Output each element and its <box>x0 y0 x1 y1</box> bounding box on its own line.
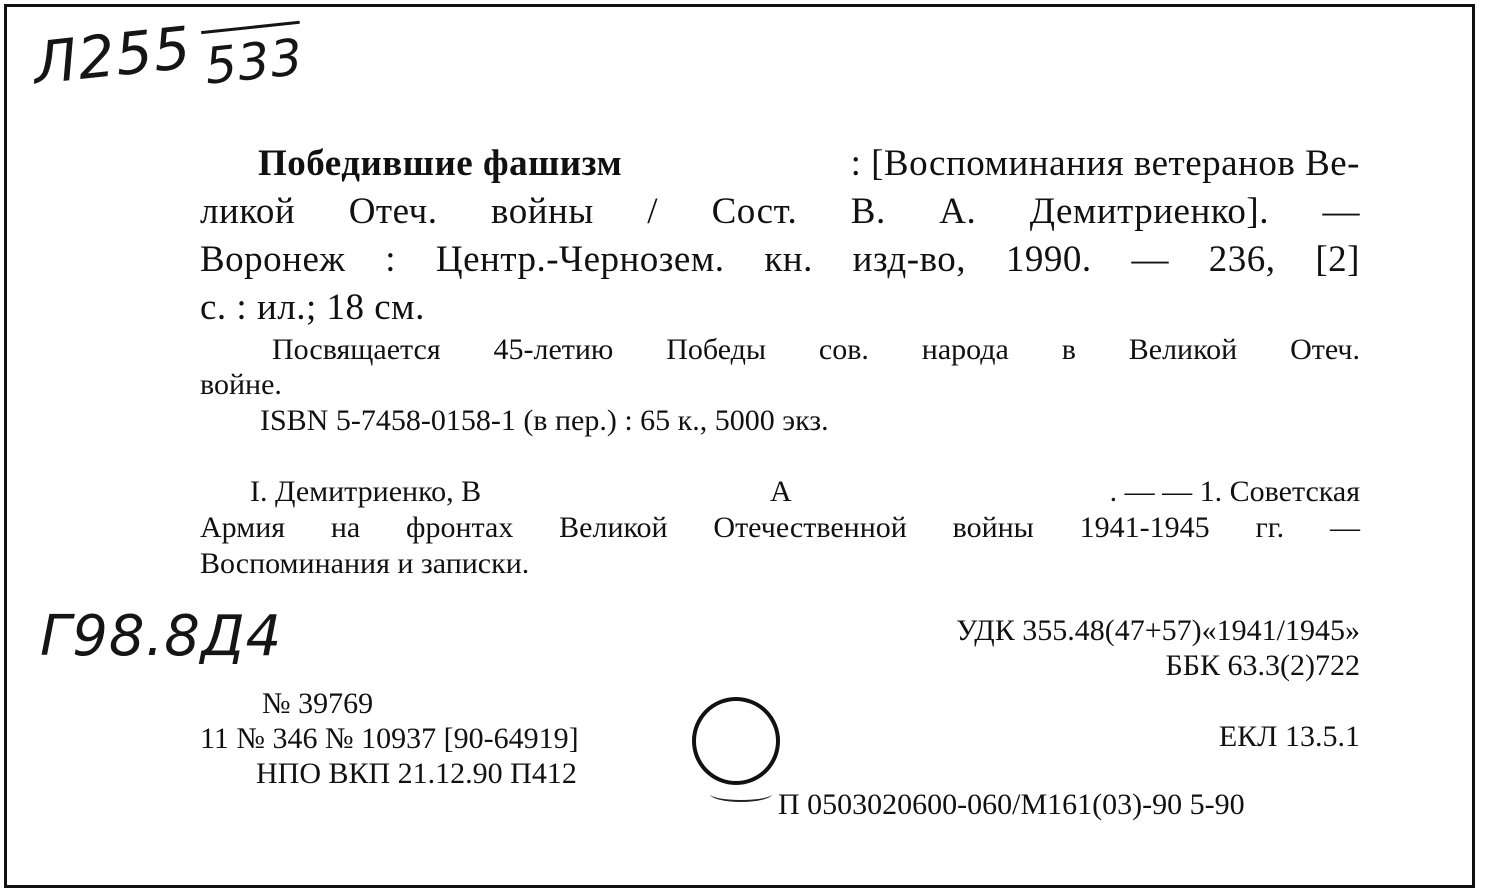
ekl-code: ЕКЛ 13.5.1 <box>1218 720 1360 753</box>
p-code: П 0503020600-060/М161(03)-90 5-90 <box>778 788 1245 821</box>
entry-line-3: Воронеж : Центр.-Чернозем. кн. изд-во, 1990. — 236, [2] <box>200 239 1360 280</box>
tracing-subject-start: . — — 1. Советская <box>1109 475 1360 508</box>
shelfmark-code: Л255 <box>30 13 195 98</box>
print-press-line: НПО ВКП 21.12.90 П412 <box>256 757 577 790</box>
tracing-author: I. Демитриенко, В <box>250 475 482 508</box>
entry-title-rest: : [Воспоминания ветеранов Ве- <box>850 143 1360 184</box>
print-number: № 39769 <box>262 687 374 720</box>
print-order-line: 11 № 346 № 10937 [90-64919] <box>200 722 579 755</box>
tracing-author-initial: А <box>770 475 792 508</box>
circle-stamp-icon <box>692 697 780 785</box>
entry-title: Победившие фашизм <box>258 143 623 184</box>
tracing-line-3: Воспоминания и записки. <box>200 547 530 580</box>
bbk-code: ББК 63.3(2)722 <box>1165 649 1360 682</box>
handwritten-classmark: Г98.8Д4 <box>40 604 283 669</box>
isbn-line: ISBN 5-7458-0158-1 (в пер.) : 65 к., 5000 экз. <box>260 404 829 437</box>
entry-line-2: ликой Отеч. войны / Сост. В. А. Демитриенко]. — <box>200 191 1360 232</box>
entry-line-4: с. : ил.; 18 см. <box>200 287 425 328</box>
note-line-1: Посвящается 45-летию Победы сов. народа в Великой Отеч. <box>272 333 1360 366</box>
stamp-swash <box>710 786 772 802</box>
shelfmark-number: 533 <box>201 21 306 96</box>
tracing-line-2: Армия на фронтах Великой Отечественной войны 1941-1945 гг. — <box>200 511 1360 544</box>
entry-line-1 <box>200 142 1360 185</box>
udk-code: УДК 355.48(47+57)«1941/1945» <box>956 614 1360 647</box>
note-line-2: войне. <box>200 368 282 401</box>
